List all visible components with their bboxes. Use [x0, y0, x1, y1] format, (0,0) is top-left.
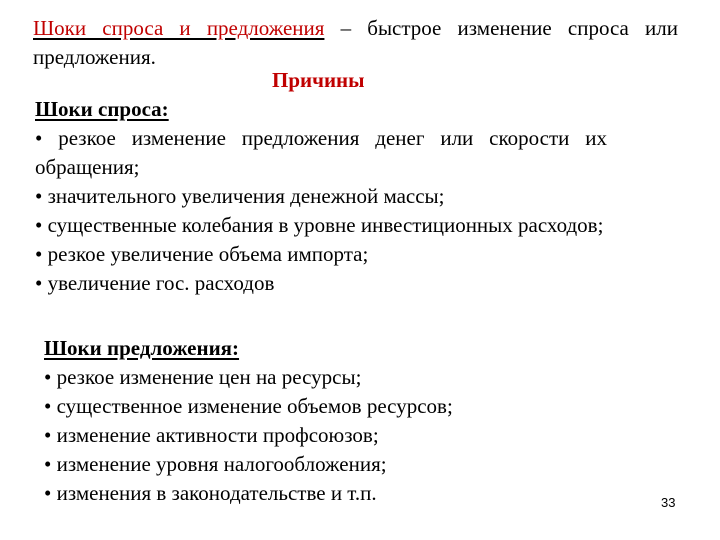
list-item: • изменение уровня налогообложения; [44, 452, 387, 476]
demand-shocks-list [35, 124, 607, 298]
page-number: 33 [661, 495, 676, 510]
demand-shocks-section [35, 95, 607, 298]
supply-shocks-section [44, 334, 644, 508]
list-item: • изменение активности профсоюзов; [44, 423, 379, 447]
demand-shocks-heading: Шоки спроса: [35, 97, 169, 121]
definition-term: Шоки спроса и предложения [33, 16, 325, 40]
definition-paragraph [33, 14, 678, 72]
list-item: • резкое изменение цен на ресурсы; [44, 365, 362, 389]
reasons-heading: Причины [272, 68, 365, 92]
list-item: • увеличение гос. расходов [35, 271, 275, 295]
list-item: • существенное изменение объемов ресурсов; [44, 394, 453, 418]
definition-text: – быстрое изменение спроса или предложения. [33, 16, 678, 69]
list-item: • изменения в законодательстве и т.п. [44, 481, 377, 505]
supply-shocks-heading: Шоки предложения: [44, 336, 240, 360]
supply-shocks-list [44, 363, 644, 508]
list-item: • значительного увеличения денежной массы; [35, 184, 445, 208]
list-item: • резкое изменение предложения денег или скорости их обращения; [35, 126, 607, 179]
list-item: • резкое увеличение объема импорта; [35, 242, 369, 266]
list-item: • существенные колебания в уровне инвестиционных расходов; [35, 213, 604, 237]
